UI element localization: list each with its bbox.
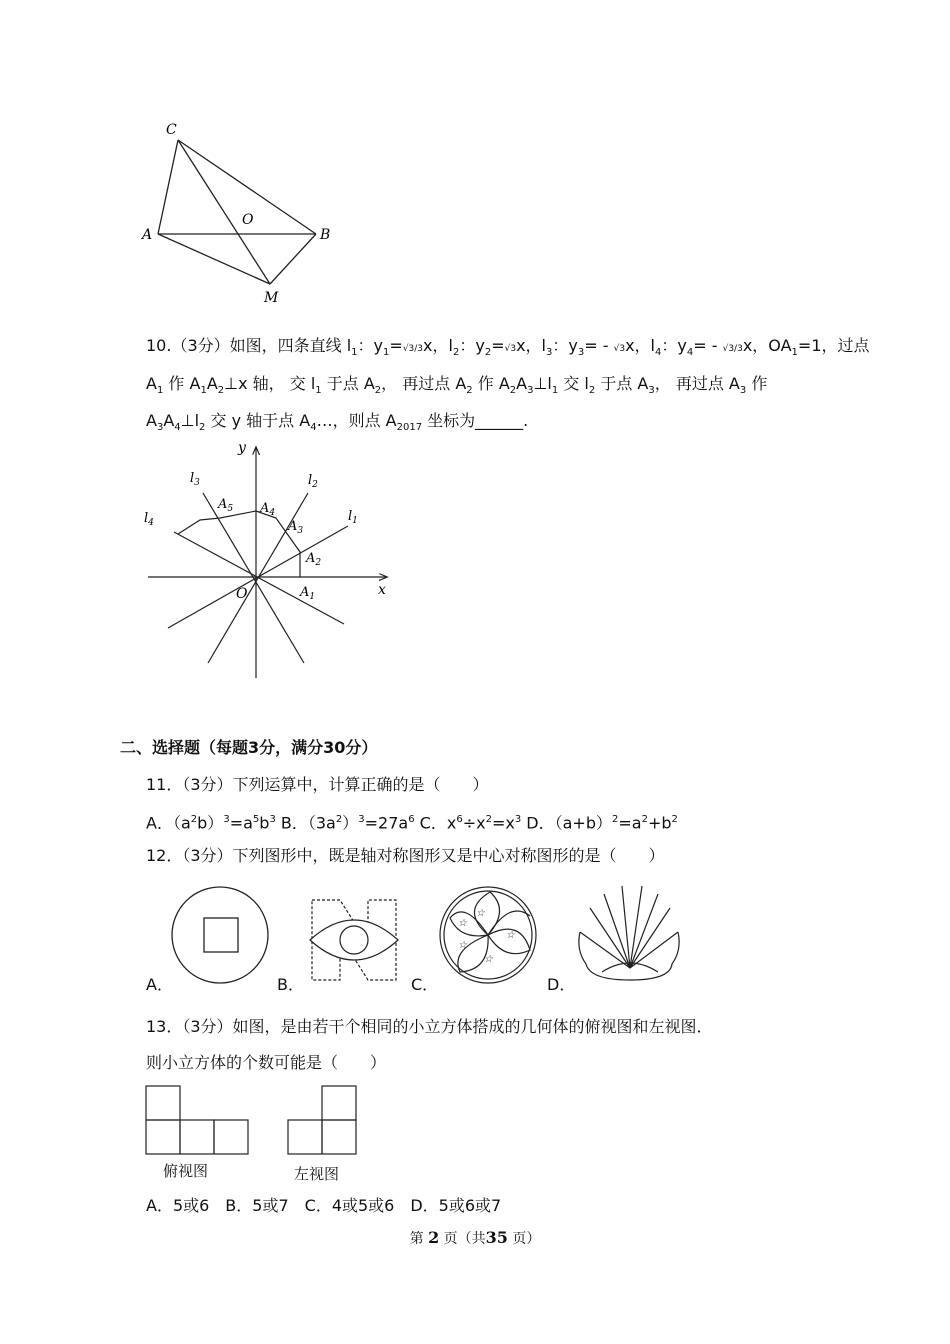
top-view-caption: 俯视图: [163, 1162, 209, 1180]
label-y: y: [238, 440, 246, 456]
q12-option-b: B．: [277, 975, 304, 994]
q11-options: A．$(a^2b)^3=a^5b^3$ B．$(3a^2)^3=27a^6$ C．$x^6\div x^2=x^3$ D．$(a+b)^2=a^2+b^2$: [146, 813, 678, 833]
svg-text:☆: ☆: [458, 918, 467, 929]
page-total: 35: [485, 1228, 508, 1247]
q10-line1: [146, 336, 870, 363]
label-a3: $A_3$: [288, 519, 304, 536]
label-m: M: [264, 290, 279, 306]
label-b: B: [320, 227, 331, 243]
figure-b-letter-n: [310, 900, 398, 980]
svg-text:☆: ☆: [506, 930, 515, 941]
label-c: C: [166, 122, 177, 138]
page-footer: 第 2 页（共35 页）: [409, 1228, 541, 1247]
figure-quadrilateral: [138, 118, 338, 308]
label-l2: $l_2$: [308, 473, 318, 490]
q10-line3: $A_3A_4\perp l_2$ 交 y 轴于点 $A_4\dots$，则点 $A_{2017}$ 坐标为______.: [146, 411, 529, 434]
label-a1: $A_1$: [300, 585, 316, 602]
label-a4: $A_4$: [260, 501, 276, 518]
q13-options: A．5或6 B．5或7 C．4或5或6 D．5或6或7: [146, 1196, 502, 1215]
q12-option-d: D．: [547, 975, 576, 994]
svg-text:☆: ☆: [484, 954, 493, 965]
label-o: O: [242, 212, 254, 228]
figure-lines-axes: [138, 438, 400, 684]
label-l4: $l_4$: [144, 511, 154, 528]
q12-option-a: A．: [146, 975, 173, 994]
q12-option-c: C．: [411, 975, 439, 994]
q13-stem-line2: 则小立方体的个数可能是（ ）: [146, 1053, 387, 1072]
figure-a-circle-square: [172, 887, 268, 983]
q13-views: [140, 1082, 370, 1162]
top-view-grid: [146, 1086, 248, 1154]
q13-stem-line1: 13．（3分）如图，是由若干个相同的小立方体搭成的几何体的俯视图和左视图．: [146, 1017, 713, 1036]
q10-line2: $A_1$ 作 $A_1A_2\perp x$ 轴， 交 $l_1$ 于点 $A_2$， 再过点 $A_2$ 作 $A_2A_3\perp l_1$ 交 $l_2$ 于点 $A_3$， 再过点 $A_3$ 作: [146, 374, 768, 397]
segment-am: [158, 234, 270, 284]
q12-stem: 12．（3分）下列图形中，既是轴对称图形又是中心对称图形的是（ ）: [146, 846, 665, 865]
label-a: A: [142, 227, 153, 243]
section-title: 二、选择题（每题3分，满分30分）: [120, 738, 378, 757]
q10-number: 10.: [146, 336, 172, 355]
label-a5: $A_5$: [218, 497, 234, 514]
q10-text1: （3分）如图，四条直线 $l_1$：$y_1=√3/3x$，$l_2$：$y_2=√3x$，$l_3$：$y_3= - √3x$，$l_4$：$y_4= - √3/3x$，$OA_1=1$，过点: [171, 336, 870, 359]
label-x: x: [378, 582, 386, 598]
segment-bm: [270, 234, 316, 284]
segment-cm: [178, 140, 270, 284]
label-a2: $A_2$: [306, 551, 322, 568]
label-o: O: [236, 586, 248, 602]
segment-ca: [158, 140, 178, 234]
svg-text:☆: ☆: [476, 908, 485, 919]
q11-stem: 11．（3分）下列运算中，计算正确的是（ ）: [146, 775, 489, 794]
left-view-grid: [288, 1086, 356, 1154]
figure-c-bauhinia: [440, 887, 536, 983]
figure-d-fan: [579, 886, 679, 980]
answer-blank: ______.: [475, 411, 529, 430]
left-view-caption: 左视图: [294, 1165, 340, 1183]
page-number: 2: [428, 1228, 440, 1247]
label-l3: $l_3$: [190, 471, 200, 488]
svg-text:☆: ☆: [458, 940, 467, 951]
label-l1: $l_1$: [348, 509, 358, 526]
